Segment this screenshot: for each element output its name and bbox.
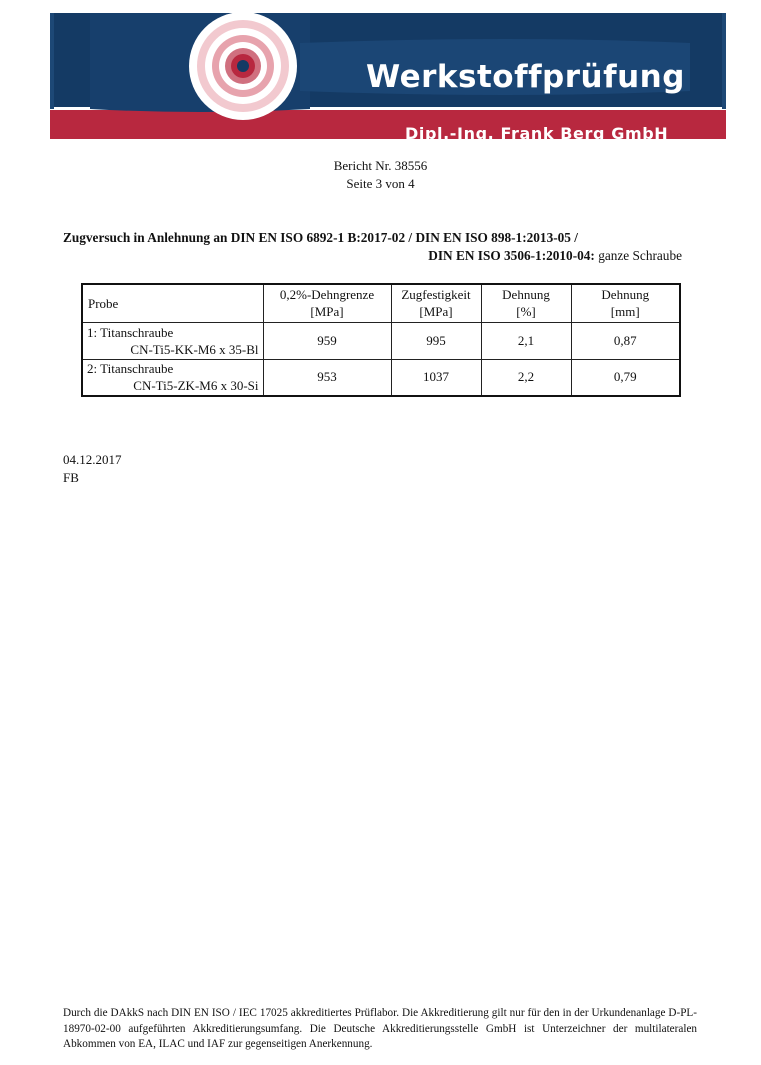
header-elongation-mm: Dehnung [mm] xyxy=(571,284,680,322)
header-tensile: Zugfestigkeit [MPa] xyxy=(391,284,481,322)
accreditation-footer: Durch die DAkkS nach DIN EN ISO / IEC 17025 akkreditiertes Prüflabor. Die Akkreditierung gilt nur für den in der Urkundenanlage D-PL-18970-02-00 aufgeführten Akkreditierungsumfang. Die Deutsche Akkreditierungsstelle GmbH ist Unterzeichner der multilateralen Abkommen von EA, ILAC und IAF zur gegenseitigen Anerkennung. xyxy=(63,1007,697,1050)
test-heading-line2 xyxy=(428,248,682,264)
table-row xyxy=(82,359,680,396)
company-title: Werkstoffprüfung xyxy=(366,59,685,95)
header-probe: Probe xyxy=(82,284,263,322)
tensile-value: 995 xyxy=(391,322,481,359)
table-row xyxy=(82,322,680,359)
header-yield: 0,2%-Dehngrenze [MPa] xyxy=(263,284,391,322)
author-initials: FB xyxy=(63,470,79,485)
test-heading-line1: Zugversuch in Anlehnung an DIN EN ISO 6892-1 B:2017-02 / DIN EN ISO 898-1:2013-05 / xyxy=(63,230,578,245)
elongation-mm-value: 0,79 xyxy=(571,359,680,396)
elongation-mm-value: 0,87 xyxy=(571,322,680,359)
sample-cell: 1: Titanschraube CN-Ti5-KK-M6 x 35-Bl xyxy=(82,322,263,359)
company-subtitle: Dipl.-Ing. Frank Berg GmbH xyxy=(405,124,669,143)
tensile-value: 1037 xyxy=(391,359,481,396)
report-date: 04.12.2017 xyxy=(63,452,122,467)
yield-value: 959 xyxy=(263,322,391,359)
page-indicator: Seite 3 von 4 xyxy=(346,176,415,191)
header-elongation-pct: Dehnung [%] xyxy=(481,284,571,322)
sample-cell: 2: Titanschraube CN-Ti5-ZK-M6 x 30-Si xyxy=(82,359,263,396)
test-heading-standard: DIN EN ISO 3506-1:2010-04: xyxy=(428,248,595,263)
results-table xyxy=(81,283,681,397)
test-heading-scope: ganze Schraube xyxy=(594,248,682,263)
yield-value: 953 xyxy=(263,359,391,396)
elongation-pct-value: 2,2 xyxy=(481,359,571,396)
elongation-pct-value: 2,1 xyxy=(481,322,571,359)
company-banner xyxy=(50,13,726,143)
report-number: Bericht Nr. 38556 xyxy=(333,158,428,173)
logo-target-icon xyxy=(189,13,297,120)
table-header-row xyxy=(82,284,680,322)
